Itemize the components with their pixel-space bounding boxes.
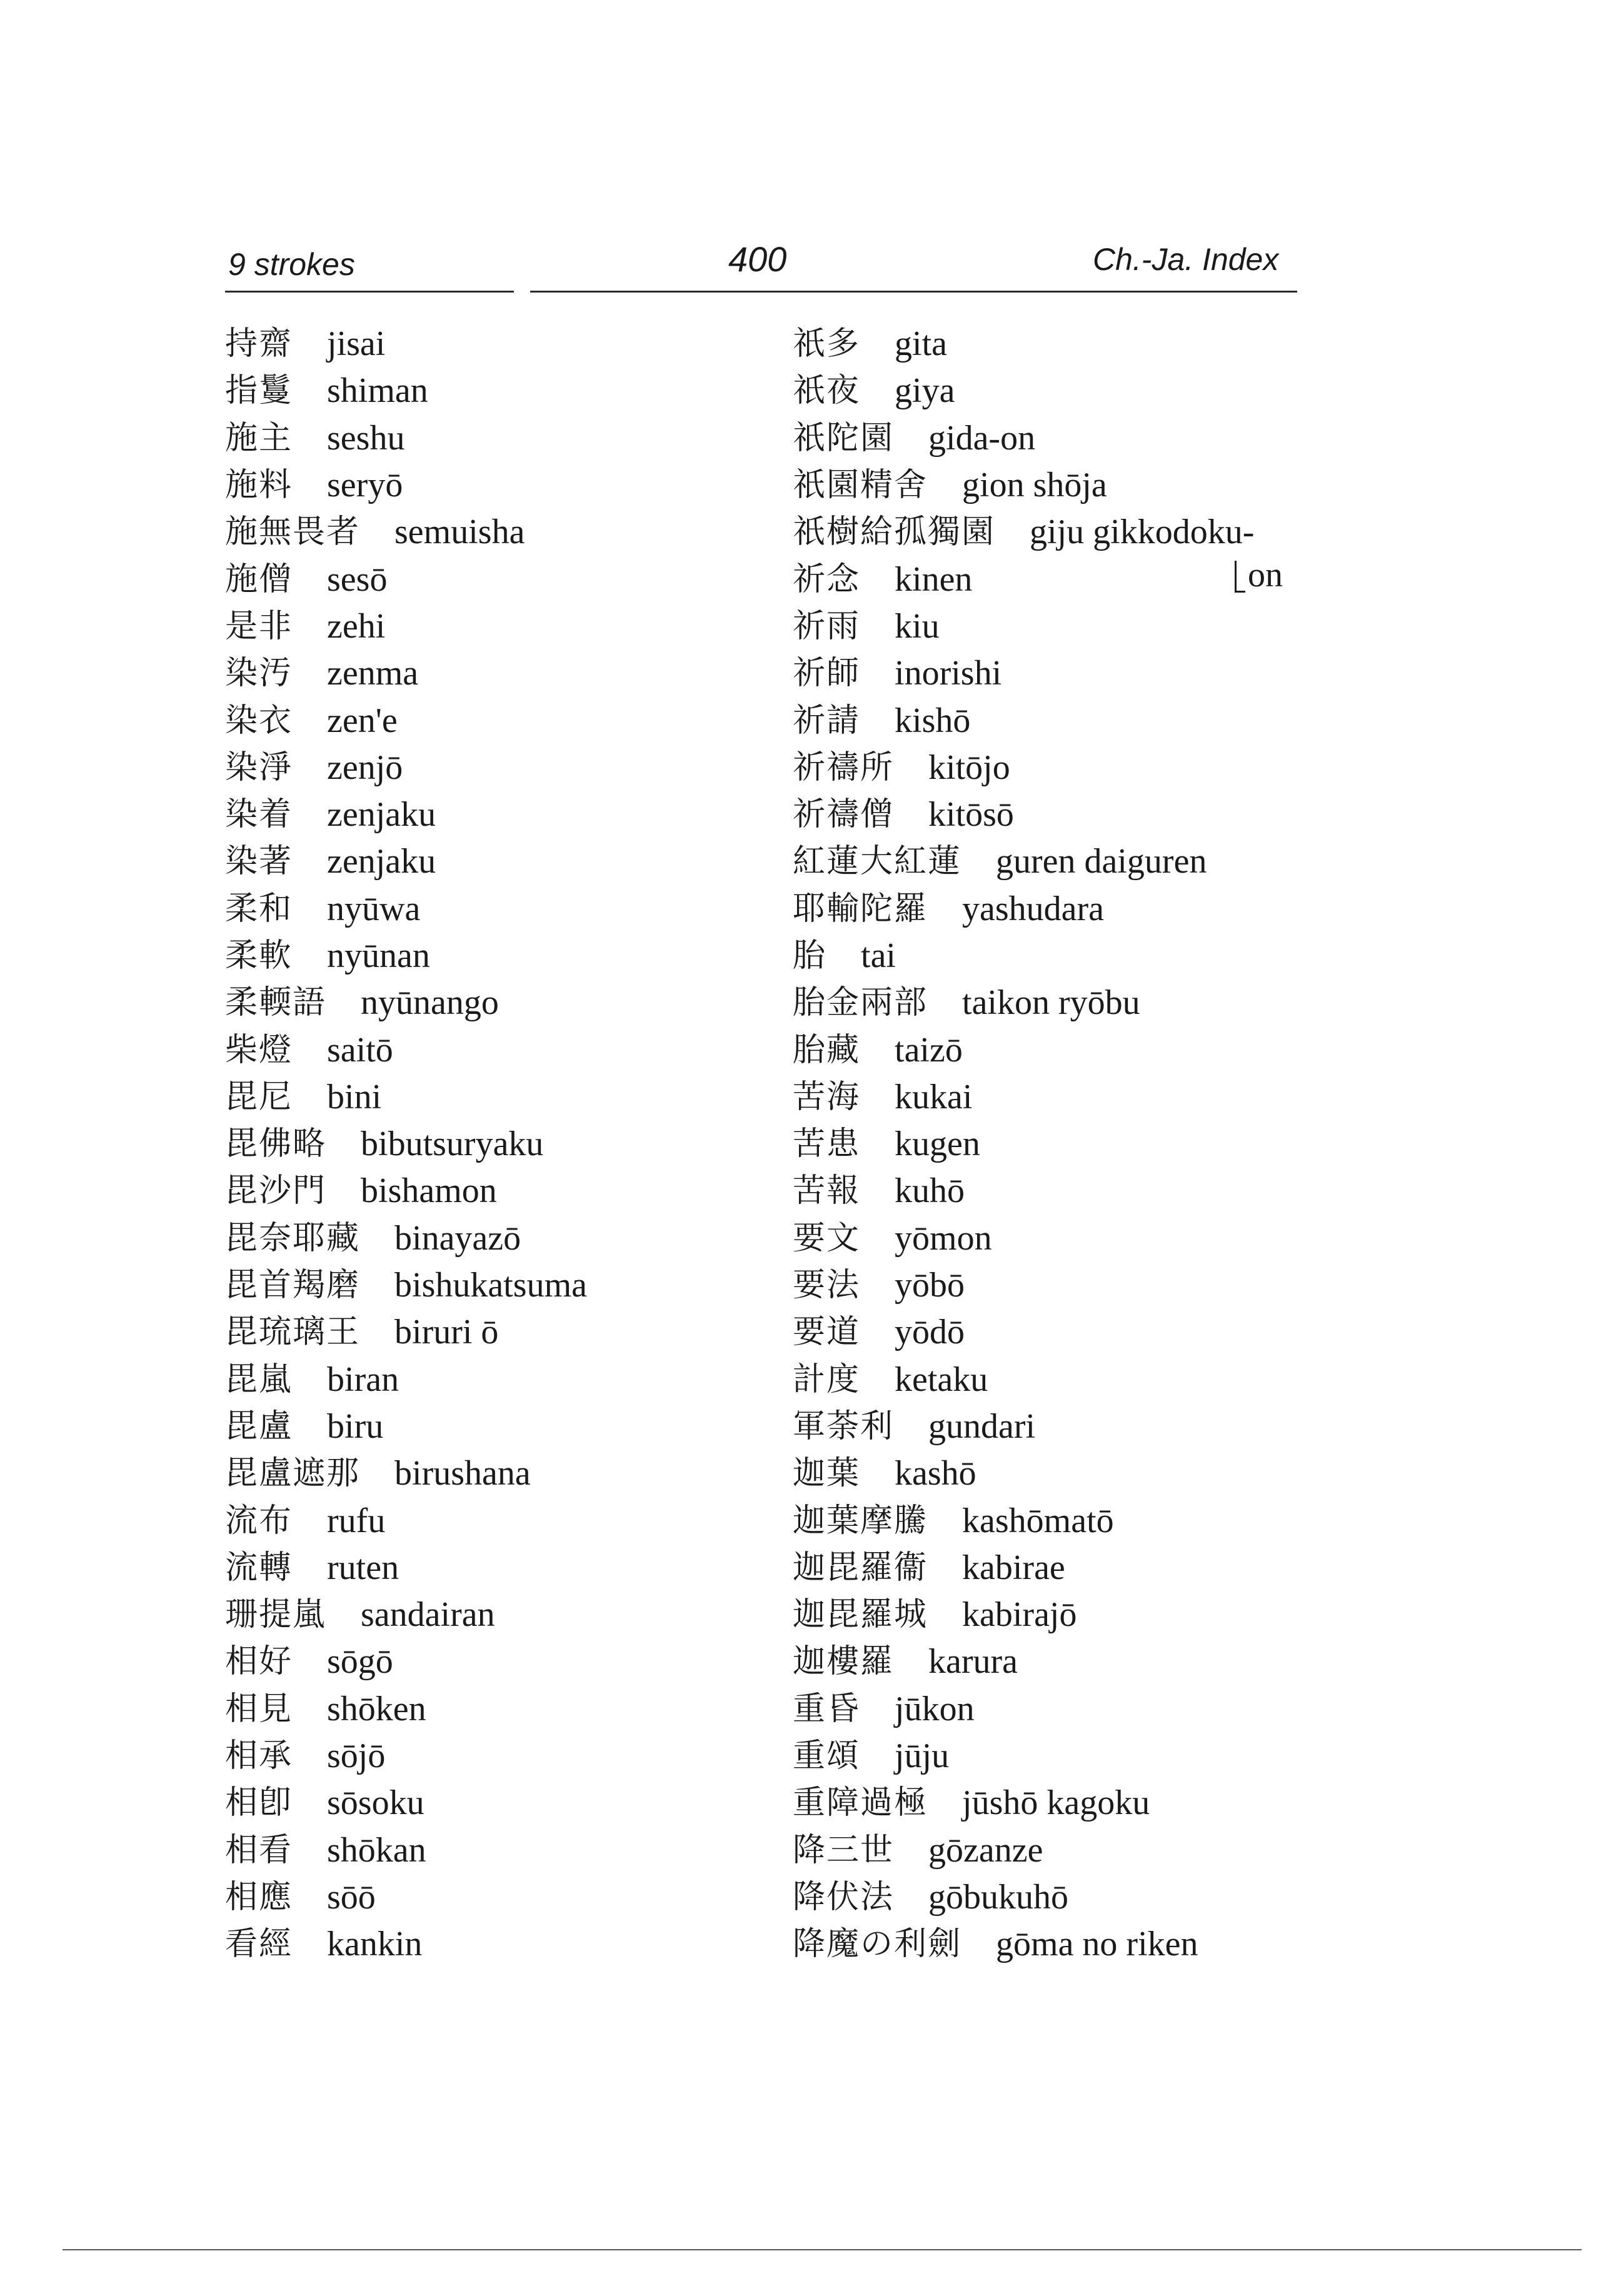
entry-kanji: 指鬘 <box>225 372 293 410</box>
entry-kanji: 毘奈耶藏 <box>225 1219 361 1257</box>
entry-kanji: 降魔の利劍 <box>793 1925 962 1963</box>
index-entry <box>225 556 850 603</box>
index-entry <box>793 1403 1355 1450</box>
index-entry <box>225 791 850 838</box>
entry-kanji: 流轉 <box>225 1548 293 1587</box>
index-entry <box>793 744 1355 791</box>
entry-kanji: 毘嵐 <box>225 1360 293 1398</box>
index-entry <box>225 1497 850 1544</box>
index-entry <box>793 650 1355 697</box>
section-label: 9 strokes <box>228 247 355 282</box>
index-entry <box>793 462 1355 509</box>
index-entry <box>793 980 1355 1026</box>
entry-romaji: kinen <box>895 559 973 599</box>
entry-kanji: 要法 <box>793 1266 861 1305</box>
entry-kanji: 染著 <box>225 843 293 881</box>
entry-kanji: 相應 <box>225 1878 293 1916</box>
entry-kanji: 染衣 <box>225 701 293 739</box>
entry-romaji: zenma <box>327 654 419 693</box>
index-entry <box>225 1450 850 1497</box>
entry-romaji: gundari <box>928 1406 1036 1446</box>
entry-kanji: 重頌 <box>793 1737 861 1775</box>
entry-kanji: 染汚 <box>225 654 293 693</box>
entry-romaji: giya <box>895 371 955 411</box>
index-entry <box>793 1733 1355 1780</box>
index-entry <box>225 1262 850 1309</box>
index-entry <box>225 415 850 462</box>
entry-romaji: sōō <box>327 1877 376 1917</box>
index-entry <box>225 1403 850 1450</box>
entry-kanji: 是非 <box>225 607 293 645</box>
entry-kanji: 施僧 <box>225 560 293 598</box>
index-entry <box>225 321 850 368</box>
index-entry <box>793 1168 1355 1215</box>
entry-romaji: gion shōja <box>962 466 1107 505</box>
entry-kanji: 迦葉摩騰 <box>793 1501 928 1540</box>
index-title: Ch.-Ja. Index <box>1093 242 1279 277</box>
index-entry <box>225 1026 850 1073</box>
index-entry <box>793 1309 1355 1356</box>
index-entry <box>225 1074 850 1121</box>
entry-kanji: 迦葉 <box>793 1455 861 1493</box>
entry-romaji: karura <box>928 1642 1018 1682</box>
entry-kanji: 胎藏 <box>793 1031 861 1069</box>
header-rule-left <box>225 291 514 293</box>
entry-romaji: gida-on <box>928 418 1036 458</box>
entry-kanji: 毘尼 <box>225 1078 293 1116</box>
index-entry <box>225 1686 850 1733</box>
entry-kanji: 祈禱僧 <box>793 796 895 834</box>
index-entry <box>793 1215 1355 1262</box>
entry-kanji: 迦毘羅城 <box>793 1596 928 1634</box>
index-entry <box>225 744 850 791</box>
entry-kanji: 迦樓羅 <box>793 1643 895 1681</box>
index-entry <box>793 1686 1355 1733</box>
index-entry <box>225 1545 850 1592</box>
index-entry <box>225 462 850 509</box>
entry-kanji: 毘盧遮那 <box>225 1455 361 1493</box>
entry-kanji: 祈師 <box>793 654 861 693</box>
entry-romaji: seryō <box>327 466 403 505</box>
entry-romaji: semuisha <box>394 513 525 552</box>
entry-kanji: 祇園精舍 <box>793 466 928 504</box>
entry-kanji: 胎金兩部 <box>793 984 928 1022</box>
index-entry <box>793 509 1355 556</box>
index-entry <box>793 368 1355 414</box>
entry-romaji: saitō <box>327 1030 393 1070</box>
index-entry <box>225 1638 850 1685</box>
entry-kanji: 苦患 <box>793 1125 861 1163</box>
entry-romaji: kiu <box>895 606 940 646</box>
entry-romaji: biran <box>327 1360 399 1399</box>
entry-kanji: 要道 <box>793 1313 861 1351</box>
entry-romaji: yashudara <box>962 889 1105 928</box>
index-entry <box>793 415 1355 462</box>
index-entry <box>225 697 850 744</box>
index-entry <box>225 838 850 885</box>
entry-romaji: nyūwa <box>327 889 421 928</box>
entry-romaji: zen'e <box>327 701 398 740</box>
index-entry <box>225 980 850 1026</box>
index-entry <box>225 1215 850 1262</box>
index-entry <box>225 1780 850 1827</box>
index-entry <box>793 1638 1355 1685</box>
entry-kanji: 祈念 <box>793 560 861 598</box>
continuation-text: on <box>1248 556 1283 594</box>
entry-kanji: 胎 <box>793 937 827 975</box>
entry-romaji: birushana <box>394 1454 531 1493</box>
entry-kanji: 施料 <box>225 466 293 504</box>
entry-romaji: taikon ryōbu <box>962 983 1140 1023</box>
entry-romaji: yōdō <box>895 1313 965 1352</box>
entry-kanji: 降伏法 <box>793 1878 895 1916</box>
index-entry <box>793 886 1355 933</box>
index-entry <box>793 1450 1355 1497</box>
entry-kanji: 祈禱所 <box>793 748 895 786</box>
entry-romaji: kankin <box>327 1925 423 1964</box>
index-entry <box>793 1074 1355 1121</box>
entry-romaji: kitōjo <box>928 748 1010 787</box>
index-entry <box>793 1497 1355 1544</box>
entry-romaji: kuhō <box>895 1171 965 1211</box>
entry-romaji: tai <box>861 936 896 975</box>
left-column <box>225 321 850 1968</box>
entry-kanji: 重昏 <box>793 1690 861 1728</box>
index-entry <box>225 1168 850 1215</box>
entry-kanji: 染淨 <box>225 748 293 786</box>
index-entry <box>793 1262 1355 1309</box>
entry-kanji: 毘首羯磨 <box>225 1266 361 1305</box>
footer-rule <box>63 2249 1582 2250</box>
entry-kanji: 降三世 <box>793 1831 895 1869</box>
index-entry <box>793 838 1355 885</box>
index-entry <box>225 1874 850 1921</box>
entry-romaji: ketaku <box>895 1360 988 1399</box>
entry-romaji: kukai <box>895 1077 973 1116</box>
entry-kanji: 施主 <box>225 419 293 457</box>
entry-kanji: 毘盧 <box>225 1407 293 1445</box>
entry-kanji: 毘琉璃王 <box>225 1313 361 1351</box>
entry-romaji: biru <box>327 1406 384 1446</box>
index-entry <box>793 1780 1355 1827</box>
index-entry <box>225 1592 850 1638</box>
entry-kanji: 祇陀園 <box>793 419 895 457</box>
entry-romaji: seshu <box>327 418 405 458</box>
index-entry <box>793 1545 1355 1592</box>
entry-romaji: gōzanze <box>928 1830 1043 1870</box>
entry-kanji: 迦毘羅衞 <box>793 1548 928 1587</box>
entry-kanji: 相好 <box>225 1643 293 1681</box>
entry-romaji: shōken <box>327 1689 426 1728</box>
entry-kanji: 持齋 <box>225 325 293 363</box>
index-entry <box>793 1921 1355 1968</box>
entry-romaji: gita <box>895 324 947 364</box>
index-entry <box>793 603 1355 650</box>
index-entry <box>793 1592 1355 1638</box>
entry-kanji: 要文 <box>793 1219 861 1257</box>
index-entry <box>793 1121 1355 1168</box>
entry-kanji: 流布 <box>225 1501 293 1540</box>
entry-kanji: 相承 <box>225 1737 293 1775</box>
entry-kanji: 祇多 <box>793 325 861 363</box>
entry-kanji: 苦海 <box>793 1078 861 1116</box>
entry-romaji: yōmon <box>895 1218 992 1258</box>
entry-romaji: bishukatsuma <box>394 1266 587 1305</box>
index-entry <box>225 1356 850 1403</box>
entry-romaji: inorishi <box>895 654 1002 693</box>
entry-romaji: kashōmatō <box>962 1501 1114 1540</box>
entry-romaji: rufu <box>327 1501 386 1540</box>
entry-romaji: zenjaku <box>327 795 436 835</box>
entry-romaji: sesō <box>327 559 388 599</box>
entry-kanji: 相卽 <box>225 1784 293 1822</box>
entry-kanji: 耶輸陀羅 <box>793 890 928 928</box>
entry-romaji: kugen <box>895 1125 980 1164</box>
entry-romaji: sōsoku <box>327 1783 424 1823</box>
index-entry <box>225 1733 850 1780</box>
entry-romaji: bibutsuryaku <box>361 1125 544 1164</box>
entry-kanji: 毘佛略 <box>225 1125 327 1163</box>
entry-romaji: giju gikkodoku- <box>1030 513 1255 552</box>
entry-kanji: 柔軟 <box>225 937 293 975</box>
entry-romaji: guren daiguren <box>996 842 1207 881</box>
page-number: 400 <box>728 239 787 279</box>
entry-romaji: jūkon <box>895 1689 975 1728</box>
entry-kanji: 毘沙門 <box>225 1172 327 1210</box>
entry-romaji: gōma no riken <box>996 1925 1198 1964</box>
entry-romaji: jūshō kagoku <box>962 1783 1150 1823</box>
entry-romaji: jūju <box>895 1737 950 1776</box>
entry-kanji: 苦報 <box>793 1172 861 1210</box>
index-entry <box>225 1827 850 1874</box>
entry-romaji: binayazō <box>394 1218 521 1258</box>
entry-romaji: gōbukuhō <box>928 1877 1069 1917</box>
entry-romaji: kashō <box>895 1454 976 1493</box>
entry-kanji: 計度 <box>793 1360 861 1398</box>
entry-kanji: 軍荼利 <box>793 1407 895 1445</box>
continuation-bracket <box>1235 561 1245 593</box>
index-entry <box>225 368 850 414</box>
entry-romaji: shōkan <box>327 1830 426 1870</box>
index-entry <box>793 1874 1355 1921</box>
index-entry <box>793 697 1355 744</box>
entry-romaji: bini <box>327 1077 382 1116</box>
entry-kanji: 相見 <box>225 1690 293 1728</box>
entry-romaji: biruri ō <box>394 1313 499 1352</box>
entry-romaji: shiman <box>327 371 428 411</box>
entry-romaji: sōjō <box>327 1737 386 1776</box>
entry-kanji: 相看 <box>225 1831 293 1869</box>
entry-romaji: zenjaku <box>327 842 436 881</box>
entry-romaji: kabirajō <box>962 1595 1077 1635</box>
entry-kanji: 祈請 <box>793 701 861 739</box>
entry-romaji: sandairan <box>361 1595 495 1635</box>
index-entry <box>793 791 1355 838</box>
entry-romaji: nyūnango <box>361 983 499 1023</box>
index-entry <box>793 1827 1355 1874</box>
index-entry <box>225 603 850 650</box>
entry-kanji: 施無畏者 <box>225 513 361 551</box>
entry-kanji: 看經 <box>225 1925 293 1963</box>
entry-romaji: zenjō <box>327 748 403 787</box>
entry-kanji: 重障過極 <box>793 1784 928 1822</box>
entry-kanji: 染着 <box>225 796 293 834</box>
entry-kanji: 柴燈 <box>225 1031 293 1069</box>
index-entry <box>225 1121 850 1168</box>
entry-romaji: yōbō <box>895 1266 965 1305</box>
index-entry <box>225 886 850 933</box>
entry-romaji: kabirae <box>962 1548 1065 1587</box>
entry-romaji: taizō <box>895 1030 963 1070</box>
entry-kanji: 柔和 <box>225 890 293 928</box>
entry-kanji: 祇樹給孤獨園 <box>793 513 996 551</box>
index-entry <box>793 1026 1355 1073</box>
entry-romaji: kishō <box>895 701 971 740</box>
entry-kanji: 珊提嵐 <box>225 1596 327 1634</box>
entry-romaji: zehi <box>327 606 386 646</box>
index-entry <box>225 1309 850 1356</box>
entry-kanji: 祈雨 <box>793 607 861 645</box>
index-entry <box>225 933 850 980</box>
header-rule-right <box>530 291 1297 293</box>
index-entry <box>793 933 1355 980</box>
entry-romaji: kitōsō <box>928 795 1014 835</box>
entry-romaji: sōgō <box>327 1642 393 1682</box>
entry-kanji: 紅蓮大紅蓮 <box>793 843 962 881</box>
entry-romaji: nyūnan <box>327 936 430 975</box>
index-entry <box>793 321 1355 368</box>
entry-romaji: jisai <box>327 324 386 364</box>
entry-romaji: ruten <box>327 1548 399 1587</box>
index-entry <box>225 1921 850 1968</box>
entry-kanji: 祇夜 <box>793 372 861 410</box>
index-entry <box>225 650 850 697</box>
index-entry <box>793 1356 1355 1403</box>
entry-kanji: 柔輭語 <box>225 984 327 1022</box>
entry-romaji: bishamon <box>361 1171 497 1211</box>
index-entry <box>225 509 850 556</box>
